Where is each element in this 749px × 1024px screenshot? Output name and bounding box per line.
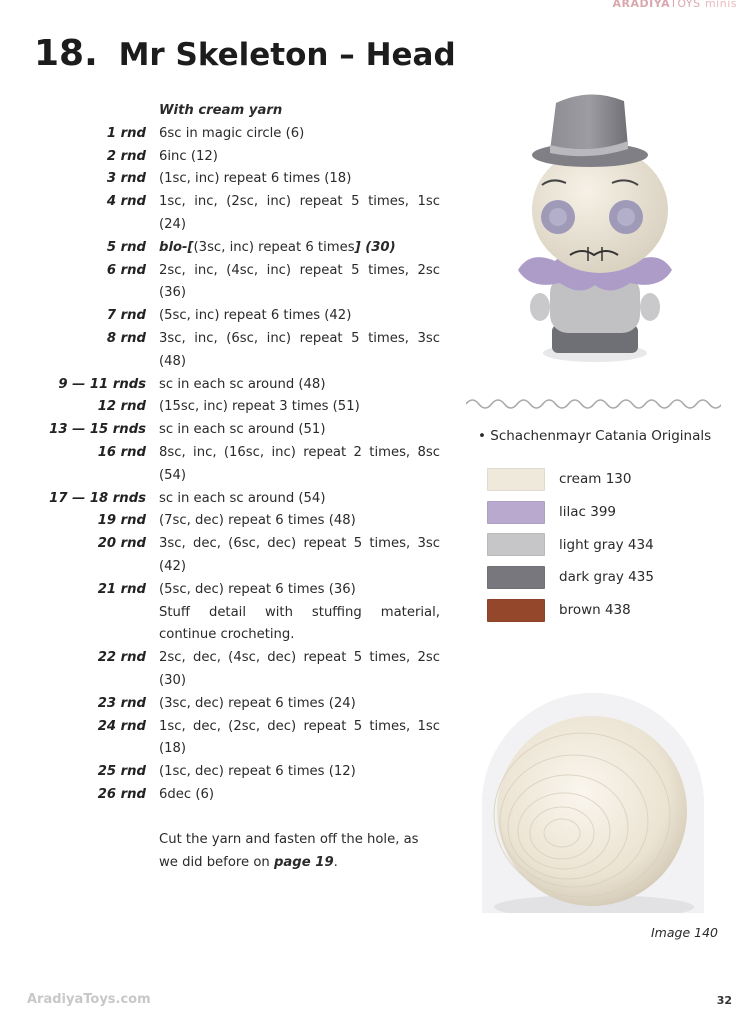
row-text: (15sc, inc) repeat 3 times (51) [159, 399, 360, 415]
row-label: 7 rnd [106, 308, 146, 324]
row-text [159, 237, 440, 260]
row-label: 5 rnd [106, 239, 146, 255]
row-text: sc in each sc around (54) [159, 490, 326, 506]
row-label: 20 rnd [97, 536, 146, 552]
pattern-row [20, 442, 440, 488]
row-text: 1sc, dec, (2sc, dec) repeat 5 times, 1sc (18) [159, 718, 440, 757]
row-label [20, 602, 159, 648]
row-text: (5sc, dec) repeat 6 times (36) [159, 581, 356, 597]
brand-toys: TOYS [670, 0, 701, 10]
pattern-row [20, 716, 440, 762]
row-text: 6dec (6) [159, 786, 214, 802]
row-text: (7sc, dec) repeat 6 times (48) [159, 513, 356, 529]
swatch-label: dark gray 435 [559, 569, 654, 586]
yarn-swatch-list [487, 463, 654, 626]
pattern-row [20, 647, 440, 693]
pattern-row [20, 305, 440, 328]
pattern-row [20, 693, 440, 716]
pattern-row [20, 146, 440, 169]
row-text: 3sc, inc, (6sc, inc) repeat 5 times, 3sc (48) [159, 330, 440, 369]
row-label: 22 rnd [97, 650, 146, 666]
yarn-swatch-row [487, 528, 654, 561]
row-text: (1sc, dec) repeat 6 times (12) [159, 764, 356, 780]
yarn-swatch-row [487, 463, 654, 496]
yarn-swatch-row [487, 594, 654, 627]
swatch-label: lilac 399 [559, 504, 617, 521]
color-swatch-lilac [487, 501, 545, 524]
row-text: (5sc, inc) repeat 6 times (42) [159, 308, 352, 324]
row-label: 8 rnd [106, 330, 146, 346]
blo-suffix: ] (30) [354, 239, 396, 255]
page-reference-link[interactable]: page 19 [273, 854, 334, 870]
row-label: 17 — 18 rnds [49, 490, 146, 506]
closing-instruction [159, 829, 440, 875]
page-number: 32 [716, 994, 732, 1007]
row-text: 6inc (12) [159, 148, 218, 164]
pattern-row [20, 191, 440, 237]
brand-name: ARADIYA [612, 0, 671, 10]
pattern-row [20, 579, 440, 602]
row-text-main: (3sc, inc) repeat 6 times [193, 239, 355, 255]
row-label: 3 rnd [106, 171, 146, 187]
pattern-row [20, 510, 440, 533]
image-caption: Image 140 [651, 925, 718, 940]
swatch-label: cream 130 [559, 471, 632, 488]
closing-end: . [333, 854, 338, 870]
yarn-swatch-row [487, 496, 654, 529]
row-text: 3sc, dec, (6sc, dec) repeat 5 times, 3sc (42) [159, 536, 440, 574]
color-swatch-dark-gray [487, 566, 545, 589]
color-swatch-light-gray [487, 533, 545, 556]
row-label: 13 — 15 rnds [49, 422, 146, 438]
section-title: Mr Skeleton – Head [118, 37, 456, 73]
row-text: 2sc, inc, (4sc, inc) repeat 5 times, 2sc (36) [159, 262, 440, 301]
row-note: Stuff detail with stuffing material, continue crocheting. [159, 604, 440, 643]
pattern-note-row [20, 602, 440, 648]
row-label: 1 rnd [106, 125, 146, 141]
pattern-row [20, 237, 440, 260]
pattern-row [20, 419, 440, 442]
row-label: 19 rnd [97, 513, 146, 529]
pattern-row [20, 784, 440, 807]
yarn-brand-title: • Schachenmayr Catania Originals [478, 428, 712, 444]
pattern-row [20, 374, 440, 397]
closing-instruction-row [20, 829, 440, 875]
row-label: 26 rnd [97, 786, 146, 802]
row-label: 23 rnd [97, 695, 146, 711]
row-label: 12 rnd [97, 399, 146, 415]
pattern-row [20, 328, 440, 374]
pattern-row [20, 123, 440, 146]
brand-minis: minis [704, 0, 737, 10]
row-label: 16 rnd [97, 444, 146, 460]
pattern-row [20, 533, 440, 579]
page-title [34, 33, 456, 74]
row-text: (3sc, dec) repeat 6 times (24) [159, 695, 356, 711]
row-label: 24 rnd [97, 718, 146, 734]
swatch-label: brown 438 [559, 602, 631, 619]
row-label: 25 rnd [97, 764, 146, 780]
pattern-instructions [20, 100, 440, 874]
closing-text: Cut the yarn and fasten off the hole, as we did before on [159, 831, 419, 870]
pattern-heading: With cream yarn [159, 103, 283, 118]
pattern-row [20, 488, 440, 511]
row-text: sc in each sc around (51) [159, 422, 326, 438]
pattern-row [20, 260, 440, 306]
footer-brand: AradiyaToys.com [27, 992, 151, 1007]
row-text: (1sc, inc) repeat 6 times (18) [159, 171, 352, 187]
pattern-row [20, 396, 440, 419]
decorative-wave-divider [466, 396, 721, 412]
row-label: 4 rnd [106, 194, 146, 210]
row-label: 6 rnd [106, 262, 146, 278]
row-label: 21 rnd [97, 581, 146, 597]
color-swatch-brown [487, 599, 545, 622]
row-label: 9 — 11 rnds [58, 376, 146, 392]
yarn-swatch-row [487, 561, 654, 594]
header-brand [612, 0, 737, 10]
section-number: 18. [34, 33, 98, 74]
row-label: 2 rnd [106, 148, 146, 164]
skeleton-doll-photo [510, 85, 680, 375]
color-swatch-cream [487, 468, 545, 491]
pattern-row [20, 168, 440, 191]
row-text: 1sc, inc, (2sc, inc) repeat 5 times, 1sc (24) [159, 194, 440, 232]
swatch-label: light gray 434 [559, 536, 654, 553]
crochet-ball-illustration [482, 693, 704, 913]
pattern-row [20, 761, 440, 784]
row-text: 2sc, dec, (4sc, dec) repeat 5 times, 2sc (30) [159, 650, 440, 688]
row-text: sc in each sc around (48) [159, 376, 326, 392]
pattern-heading-row [20, 100, 440, 123]
row-text: 6sc in magic circle (6) [159, 125, 305, 141]
blo-prefix: blo-[ [159, 239, 194, 255]
crochet-ball-photo [482, 693, 704, 913]
row-text: 8sc, inc, (16sc, inc) repeat 2 times, 8sc (54) [159, 444, 440, 483]
